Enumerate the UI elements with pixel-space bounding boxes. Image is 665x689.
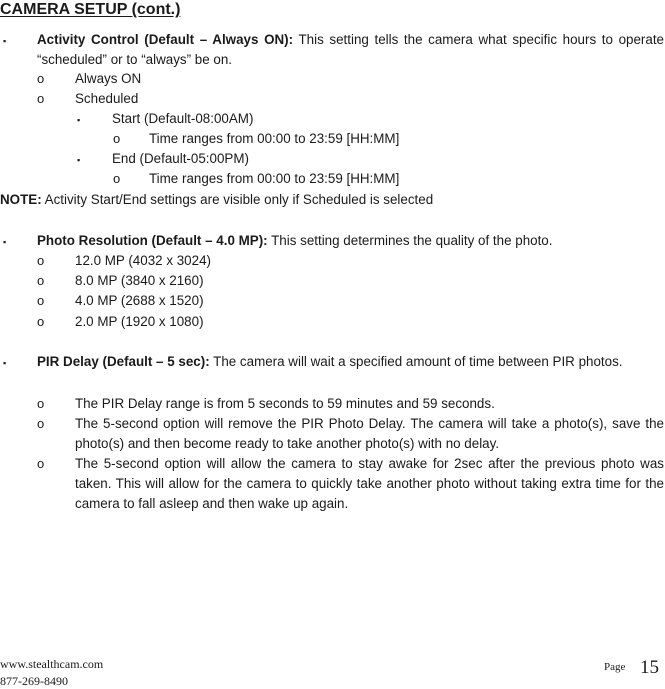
circle-bullet-icon: o — [113, 171, 121, 186]
circle-bullet-icon: o — [37, 314, 45, 329]
list-item — [0, 129, 665, 149]
page-title: CAMERA SETUP (cont.) — [0, 1, 181, 18]
circle-bullet-icon: o — [37, 253, 45, 268]
photo-resolution-heading: Photo Resolution (Default – 4.0 MP): — [37, 233, 268, 248]
start-default-label: Start (Default-08:00AM) — [112, 111, 254, 126]
option-scheduled: Scheduled — [75, 91, 139, 106]
list-item — [0, 69, 665, 89]
circle-bullet-icon: o — [37, 293, 45, 308]
list-item — [0, 271, 665, 291]
circle-bullet-icon: o — [37, 91, 45, 106]
option-always-on: Always ON — [75, 71, 142, 86]
square-bullet-icon: ▪ — [3, 358, 7, 368]
list-item — [0, 291, 665, 311]
resolution-option: 12.0 MP (4032 x 3024) — [75, 253, 211, 268]
end-default-label: End (Default-05:00PM) — [112, 151, 249, 166]
list-item — [0, 149, 665, 169]
resolution-option: 8.0 MP (3840 x 2160) — [75, 273, 204, 288]
square-bullet-icon: ▪ — [3, 237, 7, 247]
pir-delay-item: The 5-second option will remove the PIR Photo Delay. The camera will take a photo(s), save the photo(s) and then become ready to take another photo(s) with no delay. — [75, 416, 664, 451]
list-item — [0, 109, 665, 129]
list-item — [0, 251, 665, 271]
square-bullet-icon: ▪ — [77, 155, 81, 165]
activity-control-description: This setting tells the camera what specific hours to operate “scheduled” or to “always” be on. — [37, 32, 664, 67]
activity-control-heading: Activity Control (Default – Always ON): — [37, 32, 294, 47]
list-item — [0, 169, 665, 189]
circle-bullet-icon: o — [37, 273, 45, 288]
circle-bullet-icon: o — [113, 131, 121, 146]
end-time-range: Time ranges from 00:00 to 23:59 [HH:MM] — [149, 171, 400, 186]
pir-delay-heading: PIR Delay (Default – 5 sec): — [37, 354, 210, 369]
note-text: Activity Start/End settings are visible only if Scheduled is selected — [41, 192, 434, 207]
footer-website: www.stealthcam.com — [0, 657, 104, 671]
page-number: 15 — [640, 657, 659, 678]
circle-bullet-icon: o — [37, 416, 45, 431]
photo-resolution-section — [0, 231, 665, 251]
circle-bullet-icon: o — [37, 396, 45, 411]
activity-control-section — [0, 30, 665, 70]
footer-phone: 877-269-8490 — [0, 674, 68, 688]
note — [0, 190, 665, 210]
note-label: NOTE: — [0, 192, 42, 207]
pir-delay-item: The 5-second option will allow the camera to stay awake for 2sec after the previous photo was taken. This will allow for the camera to quickly take another photo without taking extra time for the camera to fall asleep and then wake up again. — [75, 456, 664, 511]
circle-bullet-icon: o — [37, 71, 45, 86]
square-bullet-icon: ▪ — [3, 36, 7, 46]
list-item — [0, 312, 665, 332]
square-bullet-icon: ▪ — [77, 115, 81, 125]
circle-bullet-icon: o — [37, 456, 45, 471]
page-label: Page — [604, 661, 626, 673]
photo-resolution-description: This setting determines the quality of the photo. — [267, 233, 553, 248]
pir-delay-item: The PIR Delay range is from 5 seconds to 59 minutes and 59 seconds. — [75, 396, 495, 411]
start-time-range: Time ranges from 00:00 to 23:59 [HH:MM] — [149, 131, 400, 146]
pir-delay-description: The camera will wait a specified amount of time between PIR photos. — [209, 354, 623, 369]
list-item — [0, 89, 665, 109]
resolution-option: 2.0 MP (1920 x 1080) — [75, 314, 204, 329]
resolution-option: 4.0 MP (2688 x 1520) — [75, 293, 204, 308]
